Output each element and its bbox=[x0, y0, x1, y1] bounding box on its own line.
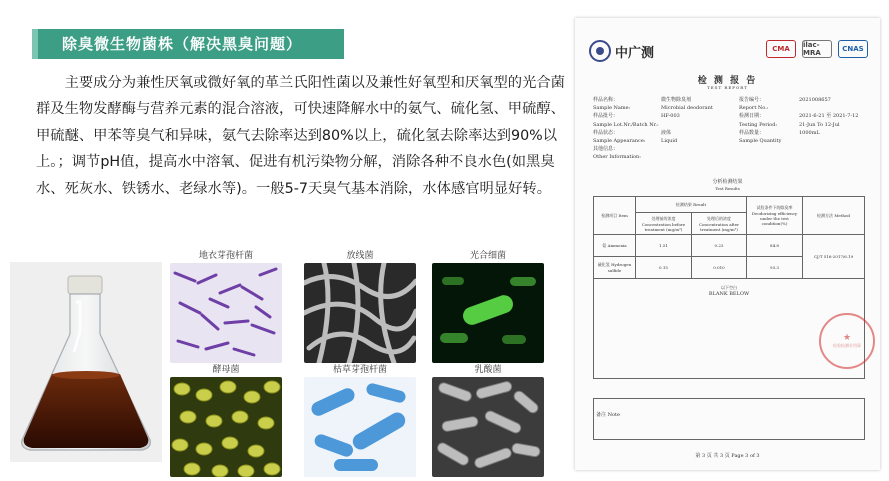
lab-logo-text: 中广测 bbox=[615, 45, 655, 61]
lab-logo-icon bbox=[589, 40, 611, 62]
table-header: 检测项目 Item bbox=[594, 197, 636, 235]
table-subheader: 处理前的浓度 Concentration before treatment (mg/m³) bbox=[636, 213, 692, 235]
ilac-badge: ilac-MRA bbox=[802, 40, 832, 58]
microbe-label: 地衣芽孢杆菌 bbox=[198, 251, 253, 261]
info-row: Sample Appearance: Liquid Sample Quantity bbox=[593, 138, 782, 145]
test-report bbox=[575, 18, 880, 470]
report-note bbox=[593, 398, 865, 440]
actinomycetes-micrograph bbox=[304, 263, 416, 363]
section-title: 除臭微生物菌株（解决黑臭问题） bbox=[38, 29, 344, 59]
accreditation-badges bbox=[766, 40, 868, 58]
page-number: 第 3 页 共 3 页 Page 3 of 3 bbox=[695, 453, 760, 459]
microbe-label: 光合细菌 bbox=[469, 251, 506, 261]
lab-logo bbox=[589, 40, 654, 62]
bacillus-licheniformis-micrograph bbox=[170, 263, 282, 363]
table-header: 检测结果 Result bbox=[636, 197, 747, 213]
info-row: Sample Name: Microbial deodorant Report No.: bbox=[593, 105, 769, 112]
cnas-badge: CNAS bbox=[838, 40, 868, 58]
blank-below-en: BLANK BELOW bbox=[708, 291, 750, 297]
results-title: 分析检测结果 bbox=[712, 179, 743, 185]
table-row: 硫化氢 Hydrogen sulfide 0.15 0.010 93.3 bbox=[594, 257, 865, 279]
info-row: 其他信息： bbox=[593, 146, 619, 153]
microbe-label: 枯草芽孢杆菌 bbox=[332, 365, 387, 375]
table-subheader: 处理后的浓度 Concentration after treatment (mg/m³) bbox=[691, 213, 746, 235]
description-paragraph: 主要成分为兼性厌氧或微好氧的革兰氏阳性菌以及兼性好氧型和厌氧型的光合菌群及生物发酵酶与营养元素的混合溶液，可快速降解水中的氨气、硫化氢、甲硫醇、甲硫醚、甲苯等臭气和异味，氨气去除率达到80%以上，硫化氢去除率达到90%以上。；调节pH值，提高水中溶氧、促进有机污染物分解，消除各种不良水色(如黑臭水、死灰水、铁锈水、老绿水等)。一般5-7天臭气基本消除，水体感官明显好转。 bbox=[36, 75, 565, 197]
lactobacillus-micrograph bbox=[432, 377, 544, 477]
report-info bbox=[593, 96, 868, 162]
report-title: 检 测 报 告 bbox=[697, 76, 758, 86]
info-row: 样品名称： 微生物除臭剂 报告编号： 2021008657 bbox=[593, 97, 831, 103]
results-subtitle: Test Results bbox=[715, 186, 740, 191]
microbe-card bbox=[170, 363, 282, 477]
red-seal-stamp: ★ 检验检测专用章 bbox=[819, 313, 875, 369]
table-row: 氨 Ammonia 1.51 0.23 84.8 CJ/T 516-2017/6.19 bbox=[594, 235, 865, 257]
microbe-card bbox=[432, 363, 544, 477]
info-row: Sample Lot.Nr./Batch Nr.: Testing Period: 21-Jun To 12-Jul bbox=[593, 121, 840, 128]
table-header: 检测方法 Method bbox=[803, 197, 865, 235]
bacillus-subtilis-micrograph bbox=[304, 377, 416, 477]
method-cell: CJ/T 516-2017/6.19 bbox=[803, 235, 865, 279]
info-row: Other Information: bbox=[593, 154, 641, 161]
microbe-label: 酵母菌 bbox=[212, 365, 240, 375]
microbe-label: 放线菌 bbox=[346, 251, 374, 261]
product-flask-image bbox=[10, 262, 162, 462]
microbe-label: 乳酸菌 bbox=[474, 365, 502, 375]
microbe-card bbox=[304, 363, 416, 477]
microbe-card bbox=[170, 249, 282, 363]
blank-below-cn: 以下空白 bbox=[721, 285, 737, 290]
microbe-card bbox=[304, 249, 416, 363]
report-subtitle: TEST REPORT bbox=[707, 85, 748, 90]
info-row: 样品状态： 液体 样品数量： 1000mL bbox=[593, 129, 820, 136]
yeast-micrograph bbox=[170, 377, 282, 477]
note-label: 备注 Note bbox=[596, 412, 620, 418]
info-row: 样品批号： HF-003 检测日期： 2021-6-21 至 2021-7-12 bbox=[593, 113, 859, 120]
microbe-card bbox=[432, 249, 544, 363]
cma-badge: CMA bbox=[766, 40, 796, 58]
table-header: 试验条件下的除臭率 Deodorizing efficiency under the test condition(%) bbox=[747, 197, 803, 235]
photosynthetic-bacteria-micrograph bbox=[432, 263, 544, 363]
